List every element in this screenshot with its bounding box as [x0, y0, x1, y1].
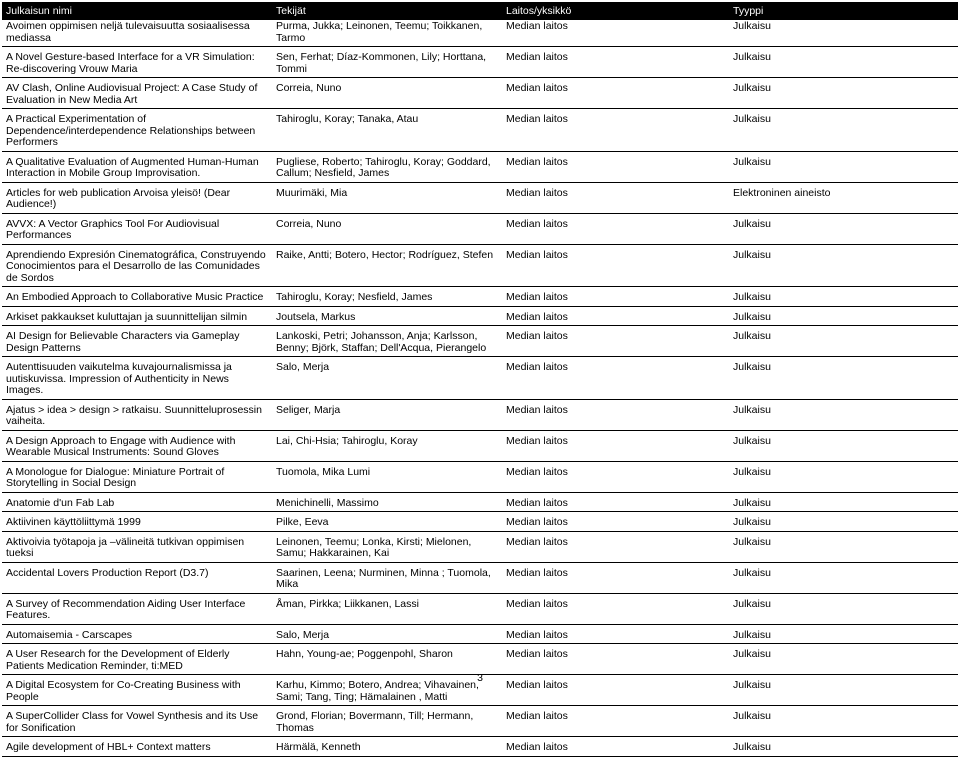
table-row	[2, 430, 958, 461]
table-row	[2, 109, 958, 152]
cell-title: A Monologue for Dialogue: Miniature Portrait of Storytelling in Social Design	[2, 461, 272, 492]
cell-authors: Salo, Merja	[272, 624, 502, 644]
header-row	[2, 2, 958, 20]
table-row	[2, 47, 958, 78]
cell-department: Median laitos	[502, 531, 729, 562]
cell-authors: Tahiroglu, Koray; Nesfield, James	[272, 287, 502, 307]
cell-department: Median laitos	[502, 430, 729, 461]
cell-type: Julkaisu	[729, 326, 958, 357]
header-authors: Tekijät	[272, 2, 502, 20]
header-type: Tyyppi	[729, 2, 958, 20]
cell-type: Julkaisu	[729, 213, 958, 244]
cell-title: Agile development of HBL+ Context matters	[2, 737, 272, 757]
cell-department: Median laitos	[502, 706, 729, 737]
cell-authors: Tahiroglu, Koray; Tanaka, Atau	[272, 109, 502, 152]
cell-department: Median laitos	[502, 287, 729, 307]
table-row	[2, 399, 958, 430]
cell-type: Julkaisu	[729, 562, 958, 593]
cell-department: Median laitos	[502, 624, 729, 644]
cell-type: Julkaisu	[729, 737, 958, 757]
cell-type: Julkaisu	[729, 644, 958, 675]
cell-authors: Leinonen, Teemu; Lonka, Kirsti; Mielonen, Samu; Hakkarainen, Kai	[272, 531, 502, 562]
table-row	[2, 244, 958, 287]
cell-authors: Sen, Ferhat; Díaz-Kommonen, Lily; Horttana, Tommi	[272, 47, 502, 78]
table-row	[2, 306, 958, 326]
cell-title: Aktiivinen käyttöliittymä 1999	[2, 512, 272, 532]
cell-title: A User Research for the Development of Elderly Patients Medication Reminder, ti:MED	[2, 644, 272, 675]
header-department: Laitos/yksikkö	[502, 2, 729, 20]
cell-type: Julkaisu	[729, 461, 958, 492]
cell-department: Median laitos	[502, 78, 729, 109]
cell-title: A Design Approach to Engage with Audience with Wearable Musical Instruments: Sound Gloves	[2, 430, 272, 461]
cell-authors: Lai, Chi-Hsia; Tahiroglu, Koray	[272, 430, 502, 461]
cell-department: Median laitos	[502, 737, 729, 757]
cell-department: Median laitos	[502, 492, 729, 512]
cell-title: AI Design for Believable Characters via Gameplay Design Patterns	[2, 326, 272, 357]
cell-authors: Seliger, Marja	[272, 399, 502, 430]
cell-department: Median laitos	[502, 512, 729, 532]
table-row	[2, 492, 958, 512]
cell-authors: Muurimäki, Mia	[272, 182, 502, 213]
cell-department: Median laitos	[502, 47, 729, 78]
cell-title: An Embodied Approach to Collaborative Music Practice	[2, 287, 272, 307]
table-row	[2, 562, 958, 593]
page-number: 3	[477, 672, 483, 684]
cell-title: A SuperCollider Class for Vowel Synthesis and its Use for Sonification	[2, 706, 272, 737]
cell-title: A Novel Gesture-based Interface for a VR Simulation: Re-discovering Vrouw Maria	[2, 47, 272, 78]
cell-type: Julkaisu	[729, 244, 958, 287]
table-row	[2, 78, 958, 109]
cell-title: Avoimen oppimisen neljä tulevaisuutta sosiaalisessa mediassa	[2, 20, 272, 47]
cell-department: Median laitos	[502, 109, 729, 152]
cell-department: Median laitos	[502, 20, 729, 47]
table-row	[2, 20, 958, 47]
cell-title: Arkiset pakkaukset kuluttajan ja suunnittelijan silmin	[2, 306, 272, 326]
cell-authors: Härmälä, Kenneth	[272, 737, 502, 757]
cell-authors: Grond, Florian; Bovermann, Till; Hermann, Thomas	[272, 706, 502, 737]
cell-title: Accidental Lovers Production Report (D3.7)	[2, 562, 272, 593]
cell-type: Julkaisu	[729, 675, 958, 706]
cell-type: Julkaisu	[729, 109, 958, 152]
cell-department: Median laitos	[502, 213, 729, 244]
cell-type: Julkaisu	[729, 512, 958, 532]
cell-authors: Åman, Pirkka; Liikkanen, Lassi	[272, 593, 502, 624]
table-row	[2, 287, 958, 307]
table-row	[2, 326, 958, 357]
table-row	[2, 644, 958, 675]
cell-authors: Purma, Jukka; Leinonen, Teemu; Toikkanen, Tarmo	[272, 20, 502, 47]
cell-authors: Pugliese, Roberto; Tahiroglu, Koray; Goddard, Callum; Nesfield, James	[272, 151, 502, 182]
table-row	[2, 151, 958, 182]
cell-title: A Practical Experimentation of Dependence/interdependence Relationships between Performers	[2, 109, 272, 152]
cell-type: Julkaisu	[729, 531, 958, 562]
table-row	[2, 737, 958, 757]
cell-authors: Karhu, Kimmo; Botero, Andrea; Vihavainen, Sami; Tang, Ting; Hämalainen , Matti	[272, 675, 502, 706]
cell-authors: Tuomola, Mika Lumi	[272, 461, 502, 492]
cell-authors: Correia, Nuno	[272, 78, 502, 109]
cell-title: AVVX: A Vector Graphics Tool For Audiovisual Performances	[2, 213, 272, 244]
cell-authors: Lankoski, Petri; Johansson, Anja; Karlsson, Benny; Björk, Staffan; Dell'Acqua, Pierangelo	[272, 326, 502, 357]
cell-department: Median laitos	[502, 326, 729, 357]
cell-authors: Menichinelli, Massimo	[272, 492, 502, 512]
cell-type: Julkaisu	[729, 151, 958, 182]
cell-title: Ajatus > idea > design > ratkaisu. Suunnitteluprosessin vaiheita.	[2, 399, 272, 430]
cell-department: Median laitos	[502, 675, 729, 706]
publication-list	[2, 2, 958, 757]
cell-department: Median laitos	[502, 357, 729, 400]
cell-title: Autenttisuuden vaikutelma kuvajournalismissa ja uutiskuvissa. Impression of Authenticity in News Images.	[2, 357, 272, 400]
cell-title: A Survey of Recommendation Aiding User Interface Features.	[2, 593, 272, 624]
cell-authors: Saarinen, Leena; Nurminen, Minna ; Tuomola, Mika	[272, 562, 502, 593]
cell-authors: Joutsela, Markus	[272, 306, 502, 326]
cell-type: Julkaisu	[729, 399, 958, 430]
cell-department: Median laitos	[502, 182, 729, 213]
cell-title: A Qualitative Evaluation of Augmented Human-Human Interaction in Mobile Group Improvisation.	[2, 151, 272, 182]
cell-authors: Pilke, Eeva	[272, 512, 502, 532]
cell-department: Median laitos	[502, 151, 729, 182]
cell-department: Median laitos	[502, 244, 729, 287]
header-title: Julkaisun nimi	[2, 2, 272, 20]
cell-authors: Raike, Antti; Botero, Hector; Rodríguez, Stefen	[272, 244, 502, 287]
cell-department: Median laitos	[502, 593, 729, 624]
cell-title: Aprendiendo Expresión Cinematográfica, Construyendo Conocimientos para el Desarrollo de las Comunidades de Sordos	[2, 244, 272, 287]
cell-department: Median laitos	[502, 306, 729, 326]
table-row	[2, 531, 958, 562]
cell-type: Julkaisu	[729, 706, 958, 737]
table-row	[2, 357, 958, 400]
cell-department: Median laitos	[502, 562, 729, 593]
cell-type: Julkaisu	[729, 78, 958, 109]
cell-authors: Salo, Merja	[272, 357, 502, 400]
cell-authors: Hahn, Young-ae; Poggenpohl, Sharon	[272, 644, 502, 675]
cell-title: A Digital Ecosystem for Co-Creating Business with People	[2, 675, 272, 706]
cell-type: Julkaisu	[729, 287, 958, 307]
cell-type: Julkaisu	[729, 593, 958, 624]
table-row	[2, 213, 958, 244]
cell-type: Julkaisu	[729, 430, 958, 461]
cell-title: Articles for web publication Arvoisa yleisö! (Dear Audience!)	[2, 182, 272, 213]
cell-department: Median laitos	[502, 644, 729, 675]
cell-title: Anatomie d'un Fab Lab	[2, 492, 272, 512]
publication-table	[2, 2, 958, 757]
cell-type: Julkaisu	[729, 492, 958, 512]
cell-title: Aktivoivia työtapoja ja –välineitä tutkivan oppimisen tueksi	[2, 531, 272, 562]
cell-type: Julkaisu	[729, 306, 958, 326]
cell-authors: Correia, Nuno	[272, 213, 502, 244]
table-row	[2, 512, 958, 532]
cell-department: Median laitos	[502, 399, 729, 430]
table-row	[2, 182, 958, 213]
cell-department: Median laitos	[502, 461, 729, 492]
table-row	[2, 706, 958, 737]
cell-type: Julkaisu	[729, 20, 958, 47]
cell-title: AV Clash, Online Audiovisual Project: A Case Study of Evaluation in New Media Art	[2, 78, 272, 109]
cell-type: Elektroninen aineisto	[729, 182, 958, 213]
cell-type: Julkaisu	[729, 624, 958, 644]
cell-type: Julkaisu	[729, 357, 958, 400]
cell-title: Automaisemia - Carscapes	[2, 624, 272, 644]
cell-type: Julkaisu	[729, 47, 958, 78]
table-row	[2, 593, 958, 624]
table-row	[2, 624, 958, 644]
table-row	[2, 461, 958, 492]
